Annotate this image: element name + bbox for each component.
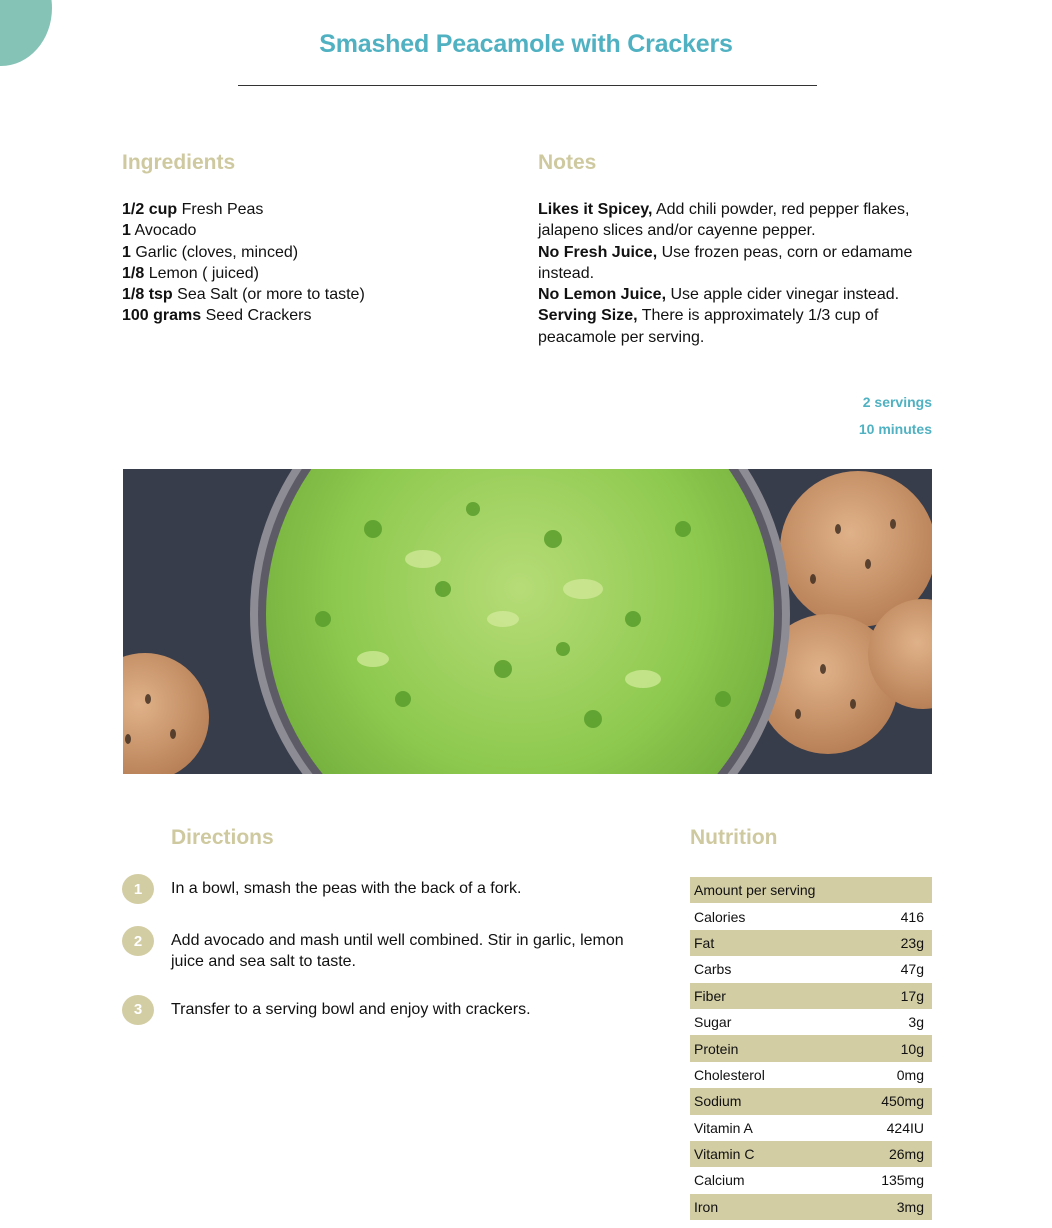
ingredients-list: [122, 199, 512, 327]
note-item: [538, 305, 932, 348]
ingredient-item: [122, 199, 512, 220]
ingredient-amount: 1: [122, 243, 131, 261]
nutrient-value: 47g: [900, 961, 924, 978]
nutrient-label: Vitamin A: [694, 1119, 753, 1136]
nutrient-value: 23g: [833, 930, 932, 956]
ingredient-amount: 1/8: [122, 264, 145, 282]
directions-list: [122, 874, 642, 1047]
page-title: Smashed Peacamole with Crackers: [319, 30, 733, 58]
note-text: Use frozen peas, corn or edamame instead.: [538, 243, 913, 282]
nutrition-table: [690, 877, 932, 1220]
nutrient-value: 424IU: [886, 1119, 924, 1136]
note-label: No Fresh Juice,: [538, 243, 658, 261]
ingredient-item: [122, 242, 512, 263]
nutrition-row: [690, 903, 932, 929]
step-number-badge: 2: [122, 926, 154, 956]
ingredient-item: [122, 305, 512, 326]
nutrition-row: [690, 930, 932, 956]
nutrient-value: 0mg: [896, 1066, 924, 1083]
nutrient-label: Fiber: [690, 983, 833, 1009]
peacamole-bowl-illustration: [123, 469, 932, 774]
nutrient-value: 135mg: [881, 1172, 924, 1189]
nutrient-label: Vitamin C: [690, 1141, 833, 1167]
ingredient-item: [122, 220, 512, 241]
nutrient-label: Calcium: [694, 1172, 745, 1189]
step-number-badge: 1: [122, 874, 154, 904]
servings-count: 2 servings: [862, 394, 932, 410]
nutrient-label: Protein: [690, 1035, 833, 1061]
note-text: Add chili powder, red pepper flakes, jalapeno slices and/or cayenne pepper.: [538, 201, 910, 240]
nutrient-label: Fat: [690, 930, 833, 956]
ingredient-name: Seed Crackers: [205, 307, 312, 325]
nutrient-value: 3mg: [833, 1194, 932, 1220]
nutrition-row: [690, 1062, 932, 1088]
ingredient-name: Lemon ( juiced): [148, 264, 259, 282]
nutrition-header: Amount per serving: [690, 877, 932, 903]
direction-step: [122, 874, 642, 904]
nutrient-label: Carbs: [694, 961, 732, 978]
note-text: There is approximately 1/3 cup of peacamole per serving.: [538, 307, 879, 346]
recipe-photo: [123, 469, 932, 774]
note-label: Likes it Spicey,: [538, 201, 653, 218]
ingredient-amount: 1/2 cup: [122, 201, 178, 218]
nutrition-heading: Nutrition: [690, 826, 778, 849]
nutrient-value: 416: [900, 908, 924, 925]
ingredient-name: Sea Salt (or more to taste): [177, 286, 365, 304]
nutrient-label: Cholesterol: [694, 1066, 765, 1083]
nutrition-row: [690, 1194, 932, 1220]
direction-step: [122, 995, 642, 1025]
ingredient-amount: 1: [122, 222, 131, 240]
prep-time: 10 minutes: [858, 421, 932, 437]
notes-heading: Notes: [538, 151, 597, 174]
step-text: Transfer to a serving bowl and enjoy with crackers.: [171, 1000, 531, 1018]
directions-heading: Directions: [171, 826, 274, 849]
ingredient-item: [122, 263, 512, 284]
note-item: [538, 199, 932, 242]
nutrient-label: Calories: [694, 908, 746, 925]
ingredient-name: Fresh Peas: [181, 201, 264, 218]
title-divider: [238, 85, 817, 86]
note-item: [538, 284, 932, 305]
nutrient-value: 10g: [833, 1035, 932, 1061]
step-text: Add avocado and mash until well combined. Stir in garlic, lemon juice and sea salt to taste.: [171, 932, 624, 971]
nutrition-row: [690, 1088, 932, 1114]
nutrient-label: Sugar: [694, 1014, 732, 1031]
nutrition-row: [690, 1167, 932, 1193]
nutrient-value: 17g: [833, 983, 932, 1009]
nutrient-value: 26mg: [833, 1141, 932, 1167]
note-text: Use apple cider vinegar instead.: [670, 286, 900, 304]
nutrient-label: Sodium: [690, 1088, 833, 1114]
nutrition-row: [690, 956, 932, 982]
ingredient-amount: 1/8 tsp: [122, 286, 173, 304]
nutrition-row: [690, 1141, 932, 1167]
nutrition-row: [690, 1115, 932, 1141]
direction-step: [122, 926, 642, 973]
ingredient-name: Avocado: [134, 222, 197, 240]
ingredient-name: Garlic (cloves, minced): [135, 243, 299, 261]
ingredient-item: [122, 284, 512, 305]
nutrient-value: 3g: [908, 1014, 924, 1031]
step-text: In a bowl, smash the peas with the back of a fork.: [171, 880, 522, 897]
note-item: [538, 242, 932, 285]
note-label: No Lemon Juice,: [538, 286, 667, 304]
nutrition-row: [690, 1009, 932, 1035]
step-number-badge: 3: [122, 995, 154, 1025]
note-label: Serving Size,: [538, 307, 638, 325]
ingredients-heading: Ingredients: [122, 151, 236, 174]
notes-list: [538, 199, 932, 348]
nutrition-row: [690, 983, 932, 1009]
nutrient-label: Iron: [690, 1194, 833, 1220]
nutrition-header-row: [690, 877, 932, 903]
nutrition-row: [690, 1035, 932, 1061]
ingredient-amount: 100 grams: [122, 307, 202, 325]
nutrient-value: 450mg: [833, 1088, 932, 1114]
